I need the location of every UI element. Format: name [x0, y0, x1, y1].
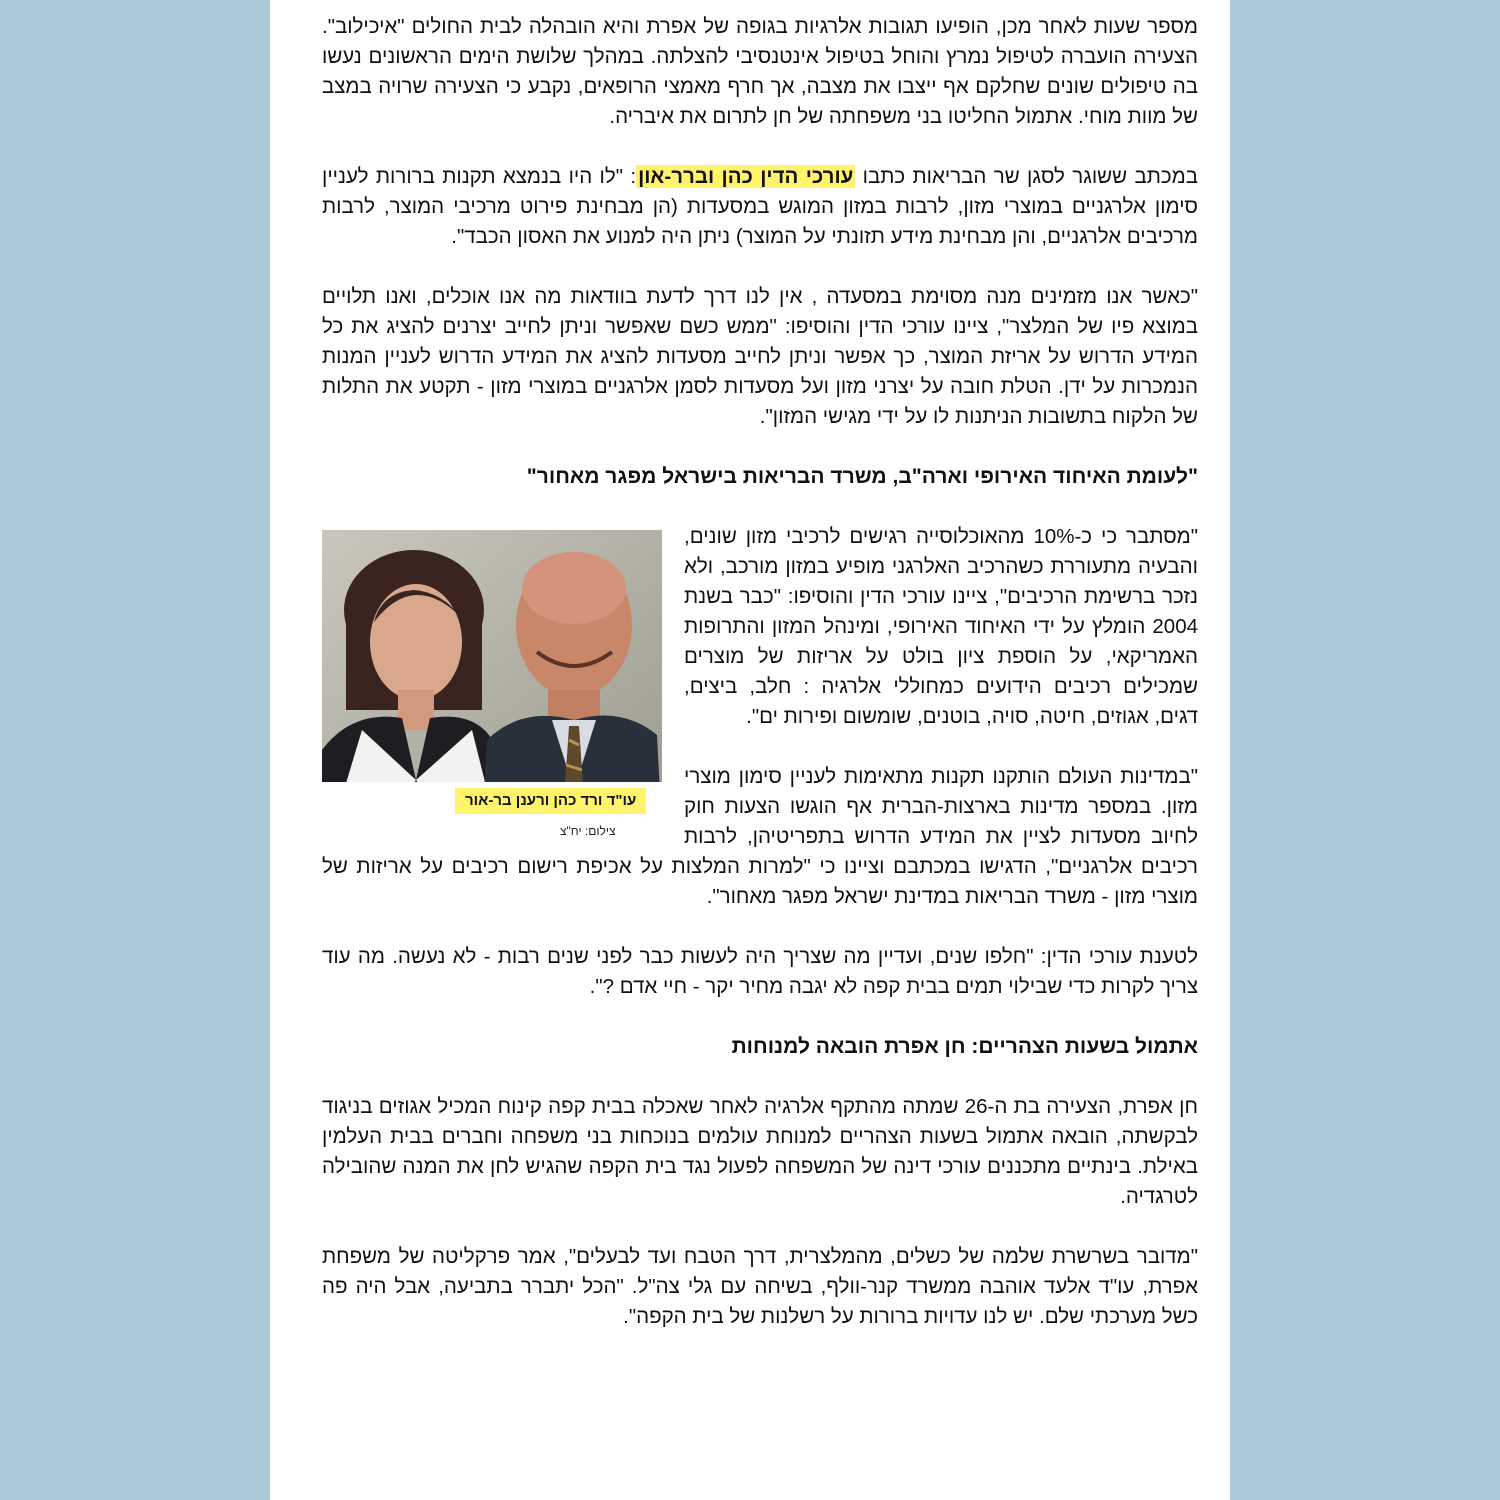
subheading-2: אתמול בשעות הצהריים: חן אפרת הובאה למנוחות [731, 1035, 1198, 1058]
subheading-1: "לעומת האיחוד האירופי וארה"ב, משרד הבריאות בישראל מפגר מאחור" [526, 465, 1198, 488]
paragraph-6: לטענת עורכי הדין: "חלפו שנים, ועדיין מה שצריך היה לעשות כבר לפני שנים רבות - לא נעשה. מה עוד צריך לקרות כדי שבילוי תמים בבית קפה לא יגבה מחיר יקר - חיי אדם ?". [322, 945, 1198, 998]
photo-caption: עו"ד ורד כהן ורענן בר-אור [455, 788, 646, 814]
article-page [270, 0, 1230, 1500]
paragraph-2 [322, 162, 1198, 252]
paragraph-5: "במדינות העולם הותקנו תקנות מתאימות לעניין סימון מוצרי מזון. במספר מדינות בארצות-הברית אף הוגשו הצעות חוק לחיוב מסעדות לציין את המידע הדרוש בתפריטיהן, לרבות רכיבים אלרגניים", הדגישו במכתבם וציינו כי "למרות המלצות על אכיפת רישום רכיבים על אריזות של מוצרי מזון - משרד הבריאות במדינת ישראל מפגר מאחור". [322, 765, 1198, 908]
paragraph-3: "כאשר אנו מזמינים מנה מסוימת במסעדה , אין לנו דרך לדעת בוודאות מה אנו אוכלים, ואנו תלויים במוצא פיו של המלצר", ציינו עורכי הדין והוסיפו: "ממש כשם שאפשר וניתן לחייב יצרנים להציג את כל המידע הדרוש על אריזת המוצר, כך אפשר וניתן לחייב מסעדות להציג את המידע הדרוש לעניין המנות הנמכרות על ידן. הטלת חובה על יצרני מזון ועל מסעדות לסמן אלרגניים במוצרי מזון - תקטע את התלות של הלקוח בתשובות הניתנות לו על ידי מגישי המזון". [322, 285, 1198, 428]
paragraph-2-end: : "לו היו בנמצא תקנות ברורות לעניין סימון אלרגניים במוצרי מזון, לרבות במזון המוגש במסעדות (הן מבחינת פירוט מרכיבי המוצר, לרבות מרכיבים אלרגניים, והן מבחינת מידע תזונתי על המוצר) ניתן היה למנוע את האסון הכבד". [322, 165, 1198, 248]
lawyers-photo [322, 530, 662, 838]
paragraph-1: מספר שעות לאחר מכן, הופיעו תגובות אלרגיות בגופה של אפרת והיא הובהלה לבית החולים "איכילוב". הצעירה הועברה לטיפול נמרץ והוחל בטיפול אינטנסיבי להצלתה. במהלך שלושת הימים הראשונים נעשו בה טיפולים שונים שחלקם אף ייצבו את מצבה, אך חרף מאמצי הרופאים, נקבע כי הצעירה שרויה במצב של מוות מוחי. אתמול החליטו בני משפחתה של חן לתרום את איבריה. [322, 15, 1198, 128]
paragraph-2-start: במכתב ששוגר לסגן שר הבריאות כתבו [855, 165, 1198, 188]
paragraph-8: "מדובר בשרשרת שלמה של כשלים, מהמלצרית, דרך הטבח ועד לבעלים", אמר פרקליטה של משפחת אפרת, עו"ד אלעד אוהבה ממשרד קנר-וולף, בשיחה עם גלי צה"ל. "הכל יתברר בתביעה, אבל היה פה כשל מערכתי שלם. יש לנו עדויות ברורות על רשלנות של בית הקפה". [322, 1245, 1198, 1328]
article-body [322, 12, 1198, 1362]
paragraph-7: חן אפרת, הצעירה בת ה-26 שמתה מהתקף אלרגיה לאחר שאכלה בבית קפה קינוח המכיל אגוזים בניגוד לבקשתה, הובאה אתמול בשעות הצהריים למנוחת עולמים בנוכחות בני משפחה וחברים בבית העלמין באילת. בינתיים מתכננים עורכי דינה של המשפחה לפעול נגד בית הקפה שהגיש לחן את המנה שהובילה לטרגדיה. [322, 1095, 1198, 1208]
paragraph-4: "מסתבר כי כ-10% מהאוכלוסייה רגישים לרכיבי מזון שונים, והבעיה מתעוררת כשהרכיב האלרגני מופיע במזון מורכב, ולא נזכר ברשימת הרכיבים", ציינו עורכי הדין והוסיפו: "כבר בשנת 2004 הומלץ על ידי האיחוד האירופי, ומינהל המזון והתרופות האמריקאי, על הוספת ציון בולט על אריזות של מוצרים שמכילים רכיבים הידועים כמחוללי אלרגיה : חלב, ביצים, דגים, אגוזים, חיטה, סויה, בוטנים, שומשום ופירות ים". [684, 525, 1198, 728]
highlighted-lawyers-name: עורכי הדין כהן וברר-און [638, 165, 854, 188]
photo-credit: צילום: יח"צ [560, 824, 616, 838]
